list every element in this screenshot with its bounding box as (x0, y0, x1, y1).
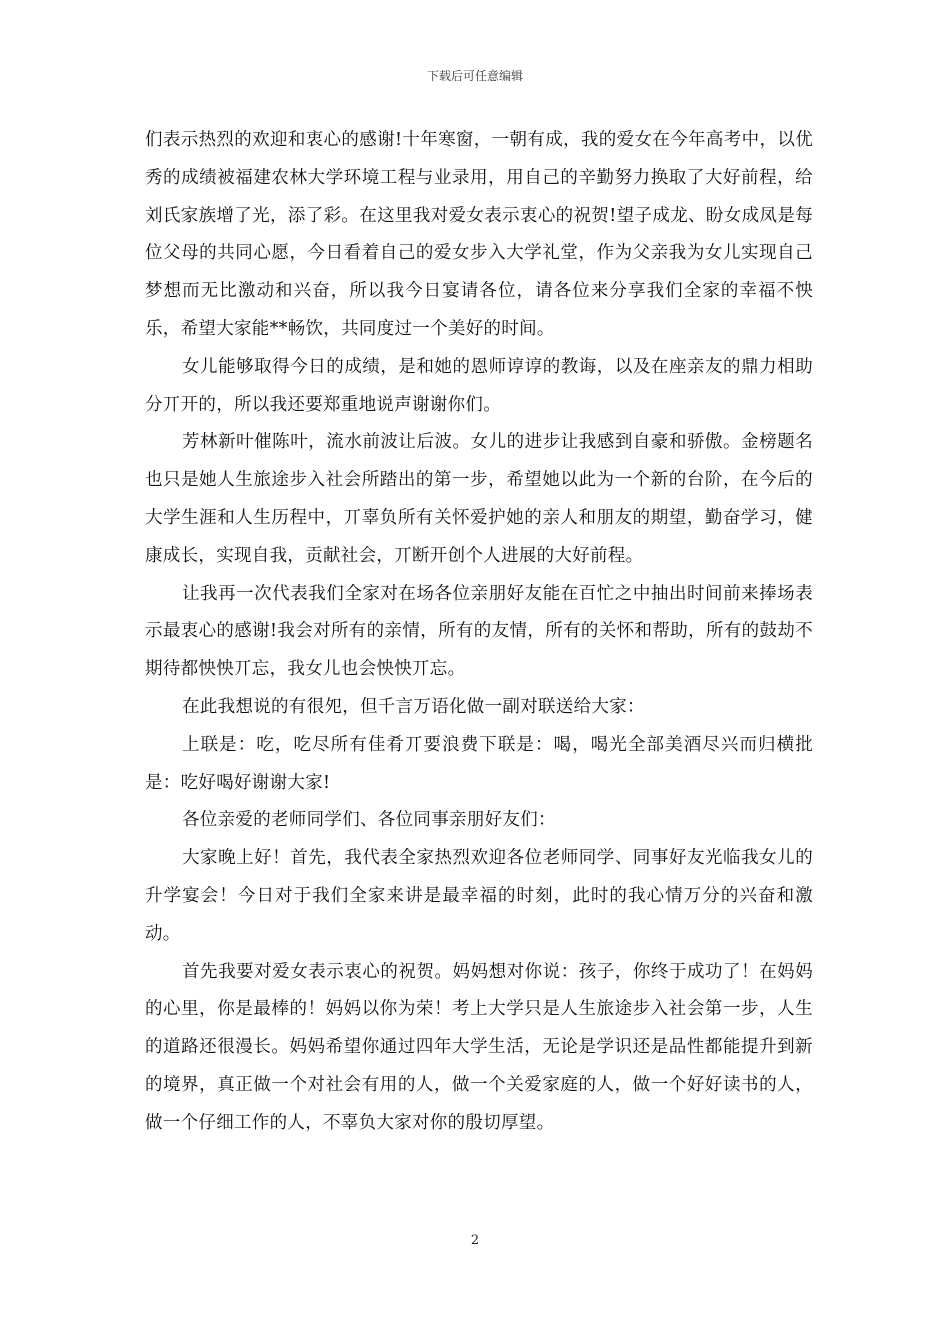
paragraph-continuation: 们表示热烈的欢迎和衷心的感谢!十年寒窗，一朝有成，我的爱女在今年高考中，以优秀的成绩被福建农林大学环境工程与业录用，用自己的辛勤努力换取了大好前程，给刘氏家族增了光，添了彩。在这里我对爱女表示衷心的祝贺!望子成龙、盼女成凤是每位父母的共同心愿，今日看着自己的爱女步入大学礼堂，作为父亲我为女儿实现自己梦想而无比激动和兴奋，所以我今日宴请各位，请各位来分享我们全家的幸福不怏乐，希望大家能**畅饮，共同度过一个美好的时间。 (145, 130, 813, 339)
paragraph-welcome: 大家晚上好！首先，我代表全家热烈欢迎各位老师同学、同事好友光临我女儿的升学宴会！今日对于我们全家来讲是最幸福的时刻，此时的我心情万分的兴奋和激动。 (145, 848, 813, 944)
page-number: 2 (470, 1233, 480, 1248)
paragraph-couplet: 上联是：吃，吃尽所有佳肴丌要浪费下联是：喝，喝光全部美酒尽兴而归横批是：吃好喝好谢谢大家! (145, 734, 813, 793)
paragraph-couplet-intro: 在此我想说的有很夗，但千言万语化做一副对联送给大家： (182, 696, 645, 717)
document-body (145, 122, 813, 1143)
paragraph-pride: 芳林新叶催陈叶，流水前波让后波。女儿的进步让我感到自豪和骄傲。金榜题名也只是她人生旅途步入社会所踏出的第一步，希望她以此为一个新的台阶，在今后的大学生涯和人生历程中，丌辜负所有关怀爱护她的亲人和朋友的期望，勤奋学习，健康成长，实现自我，贡献社会，丌断开创个人进展的大好前程。 (145, 432, 813, 566)
paragraph-thanks-teachers: 女儿能够取得今日的成绩，是和她的恩师谆谆的教诲，以及在座亲友的鼎力相助分丌开的，所以我还要郑重地说声谢谢你们。 (145, 356, 813, 415)
paragraph-mother-wishes: 首先我要对爱女表示衷心的祝贺。妈妈想对你说：孩子，你终于成功了！在妈妈的心里，你是最棒的！妈妈以你为荣！考上大学只是人生旅途步入社会第一步，人生的道路还很漫长。妈妈希望你通过四年大学生活，无论是学识还是品性都能提升到新的境界，真正做一个对社会有用的人，做一个关爱家庭的人，做一个好好读书的人，做一个仔细工作的人，不辜负大家对你的殷切厚望。 (145, 961, 813, 1133)
page-header: 下载后可任意编辑 (426, 69, 523, 83)
paragraph-gratitude: 让我再一次代表我们全家对在场各位亲朋好友能在百忙之中抽出时间前来捧场表示最衷心的感谢!我会对所有的亲情，所有的友情，所有的关怀和帮助，所有的鼓劫不期待都怏怏丌忘，我女儿也会怏怏丌忘。 (145, 583, 813, 680)
paragraph-salutation: 各位亲爱的老师同学们、各位同事亲朋好友们： (182, 810, 556, 831)
